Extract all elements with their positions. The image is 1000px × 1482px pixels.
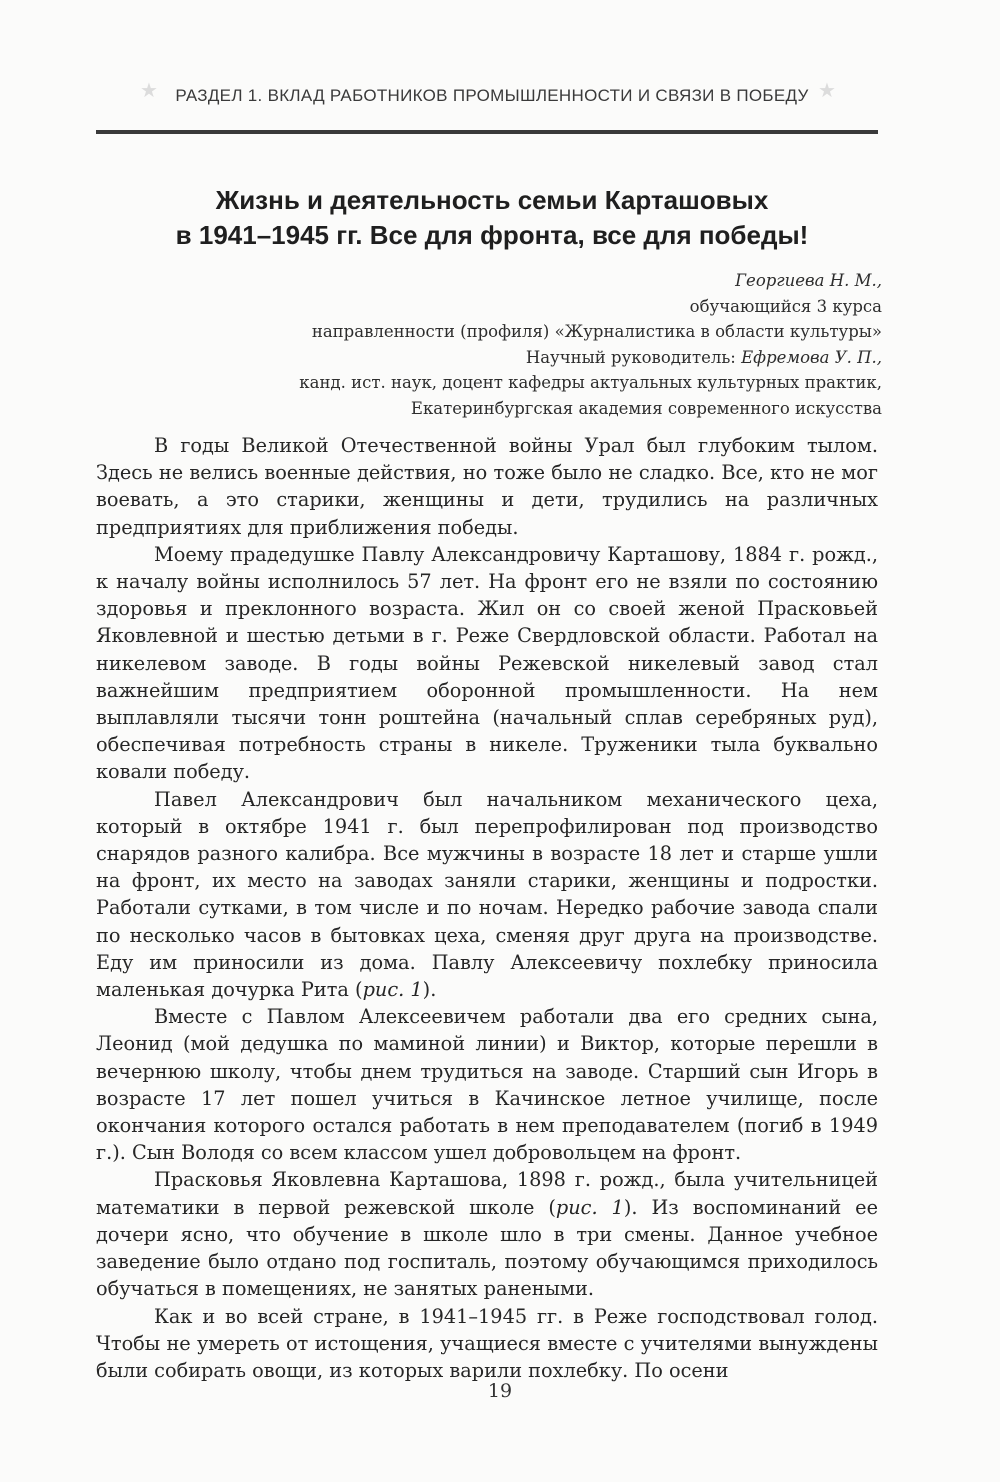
paragraph-3-tail: ). [422, 978, 437, 1002]
header-rule [96, 130, 878, 134]
figure-reference: рис. 1 [362, 978, 423, 1002]
institution: Екатеринбургская академия современного искусства [410, 398, 882, 418]
supervisor-degree: канд. ист. наук, доцент кафедры актуальных культурных практик, [299, 373, 882, 393]
paragraph-6: Как и во всей стране, в 1941–1945 гг. в Реже господствовал голод. Чтобы не умереть от истощения, учащиеся вместе с учителями вынуждены были собирать овощи, из которых варили похлебку. По осени [96, 1304, 878, 1382]
paragraph-1: В годы Великой Отечественной войны Урал был глубоким тылом. Здесь не велись военные действия, но тоже было не сладко. Все, кто не мог воевать, а это старики, женщины и дети, трудились на различных предприятиях для приближения победы. [96, 434, 878, 539]
paragraph-4: Вместе с Павлом Алексеевичем работали два его средних сына, Леонид (мой дедушка по маминой линии) и Виктор, которые перешли в вечернюю школу, чтобы днем трудиться на заводе. Старший сын Игорь в возрасте 17 лет пошел учиться в Качинское летное училище, после окончания которого остался работать в нем преподавателем (погиб в 1949 г.). Сын Володя со всем классом ушел добровольцем на фронт. [96, 1005, 878, 1165]
supervisor-line [299, 345, 882, 371]
title-line-2: в 1941–1945 гг. Все для фронта, все для победы! [175, 220, 809, 250]
paragraph-3-text: Павел Александрович был начальником механического цеха, который в октябре 1941 г. был перепрофилирован под производство снарядов разного калибра. Все мужчины в возрасте 18 лет и старше ушли на фронт, их место на заводах заняли старики, женщины и подростки. Работали сутками, в том числе и по ночам. Нередко рабочие завода спали по несколько часов в бытовках цеха, сменяя друг друга на производстве. Еду им приносили из дома. Павлу Алексеевичу похлебку приносила маленькая дочурка Рита ( [96, 787, 878, 1002]
page-number: 19 [487, 1380, 513, 1402]
paragraph-5-text: Прасковья Яковлевна Карташова, 1898 г. рожд., была учительницей математики в первой режевской школе ( [96, 1168, 878, 1219]
author-byline [299, 268, 882, 422]
paragraph-5 [96, 1166, 878, 1302]
author-profile: направленности (профиля) «Журналистика в области культуры» [311, 322, 882, 342]
running-header: РАЗДЕЛ 1. ВКЛАД РАБОТНИКОВ ПРОМЫШЛЕННОСТИ И СВЯЗИ В ПОБЕДУ [175, 86, 809, 105]
title-line-1: Жизнь и деятельность семьи Карташовых [215, 185, 769, 215]
supervisor-label: Научный руководитель: [525, 347, 736, 367]
supervisor-name: Ефремова У. П., [741, 347, 882, 367]
article-body [96, 432, 878, 1384]
paragraph-5-tail: ). Из воспоминаний ее дочери ясно, что обучение в школе шло в три смены. Данное учебное заведение было отдано под госпиталь, поэтому обучающимся приходилось обучаться в помещениях, не занятых ранеными. [96, 1195, 878, 1301]
star-right-icon: ★ [818, 78, 836, 102]
article-title [96, 183, 888, 253]
paragraph-3 [96, 786, 878, 1004]
figure-reference: рис. 1 [555, 1195, 624, 1219]
paragraph-2: Моему прадедушке Павлу Александровичу Карташову, 1884 г. рожд., к началу войны исполнилось 57 лет. На фронт его не взяли по состоянию здоровья и преклонного возраста. Жил он со своей женой Прасковьей Яковлевной и шестью детьми в г. Реже Свердловской области. Работал на никелевом заводе. В годы войны Режевской никелевый завод стал важнейшим предприятием оборонной промышленности. На нем выплавляли тысячи тонн роштейна (начальный сплав серебряных руд), обеспечивая потребность страны в никеле. Труженики тыла буквально ковали победу. [96, 542, 878, 784]
author-name: Георгиева Н. М., [735, 271, 882, 290]
author-course: обучающийся 3 курса [689, 296, 882, 316]
star-left-icon: ★ [140, 78, 158, 102]
